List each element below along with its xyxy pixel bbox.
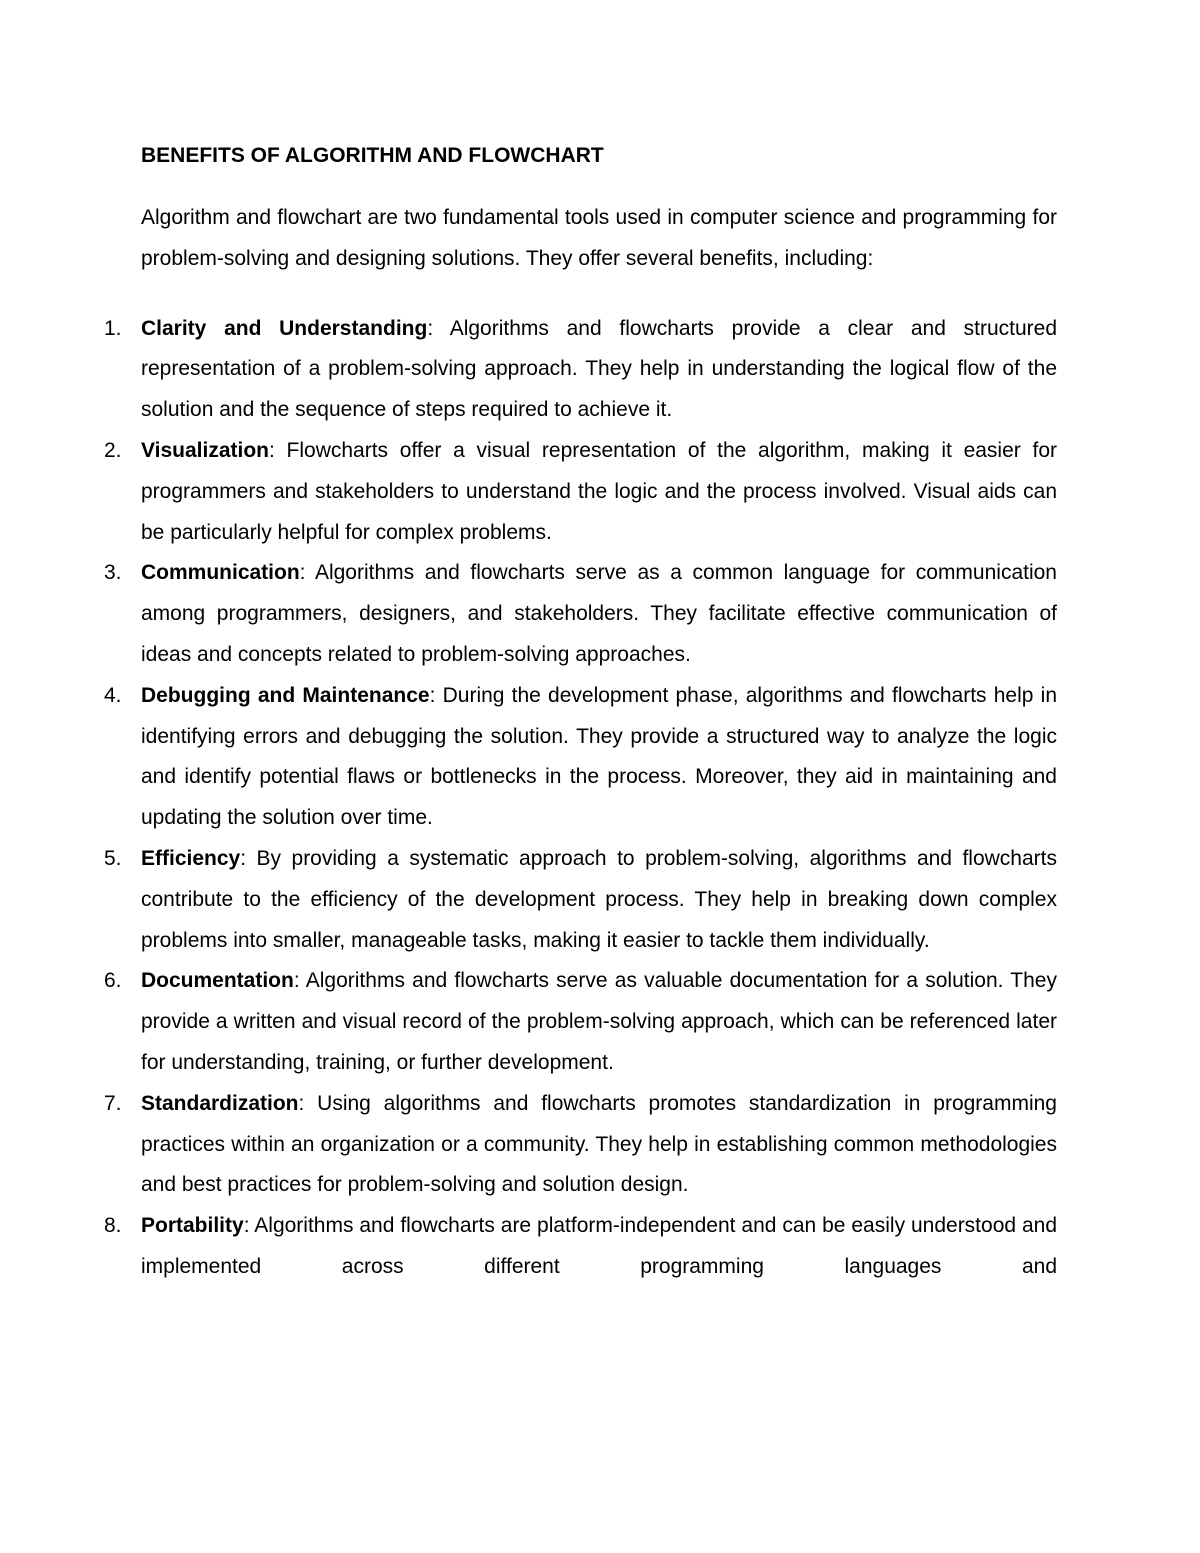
list-number: 1. bbox=[104, 316, 122, 340]
list-number: 2. bbox=[104, 438, 122, 462]
list-number: 5. bbox=[104, 846, 122, 870]
benefit-description: : Using algorithms and flowcharts promotes standardization in programming practices within an organization or a community. They help in establishing common methodologies and best practices for problem-solving and solution design. bbox=[141, 1091, 1057, 1197]
list-item-communication bbox=[104, 553, 1057, 675]
benefit-description: : Algorithms and flowcharts serve as valuable documentation for a solution. They provide a written and visual record of the problem-solving approach, which can be referenced later for understanding, training, or further development. bbox=[141, 969, 1057, 1074]
benefits-list bbox=[104, 309, 1057, 1288]
list-number: 4. bbox=[104, 683, 122, 707]
list-item-documentation bbox=[104, 961, 1057, 1083]
benefit-description: : Algorithms and flowcharts are platform-independent and can be easily understood and implemented across different programming languages and bbox=[141, 1214, 1057, 1278]
benefit-term: Documentation bbox=[141, 969, 294, 993]
list-number: 7. bbox=[104, 1091, 122, 1115]
benefit-description: : By providing a systematic approach to problem-solving, algorithms and flowcharts contribute to the efficiency of the development process. They help in breaking down complex problems into smaller, manageable tasks, making it easier to tackle them individually. bbox=[141, 846, 1057, 952]
list-item-standardization bbox=[104, 1084, 1057, 1206]
benefit-description: : During the development phase, algorithms and flowcharts help in identifying errors and debugging the solution. They provide a structured way to analyze the logic and identify potential flaws or bottlenecks in the process. Moreover, they aid in maintaining and updating the solution over time. bbox=[141, 683, 1057, 830]
benefit-description: : Algorithms and flowcharts serve as a common language for communication among programmers, designers, and stakeholders. They facilitate effective communication of ideas and concepts related to problem-solving approaches. bbox=[141, 561, 1057, 666]
list-item-debugging bbox=[104, 676, 1057, 839]
benefit-term: Efficiency bbox=[141, 846, 241, 870]
list-number: 8. bbox=[104, 1214, 122, 1238]
list-item-clarity bbox=[104, 309, 1057, 431]
benefit-term: Debugging and Maintenance bbox=[141, 683, 430, 707]
benefit-term: Standardization bbox=[141, 1091, 299, 1115]
list-number: 6. bbox=[104, 969, 122, 993]
benefit-term: Communication bbox=[141, 561, 300, 585]
document-title: BENEFITS OF ALGORITHM AND FLOWCHART bbox=[141, 144, 604, 167]
list-number: 3. bbox=[104, 561, 122, 585]
benefit-description: : Algorithms and flowcharts provide a clear and structured representation of a problem-solving approach. They help in understanding the logical flow of the solution and the sequence of steps required to achieve it. bbox=[141, 316, 1057, 422]
intro-paragraph: Algorithm and flowchart are two fundamental tools used in computer science and programming for problem-solving and designing solutions. They offer several benefits, including: bbox=[141, 206, 1057, 270]
benefit-term: Visualization bbox=[141, 438, 269, 462]
list-item-visualization bbox=[104, 431, 1057, 553]
benefit-term: Portability bbox=[141, 1214, 244, 1238]
document-body bbox=[104, 140, 1057, 1288]
benefit-description: : Flowcharts offer a visual representation of the algorithm, making it easier for programmers and stakeholders to understand the logic and the process involved. Visual aids can be particularly helpful for complex problems. bbox=[141, 438, 1057, 544]
list-item-efficiency bbox=[104, 839, 1057, 961]
benefit-term: Clarity and Understanding bbox=[141, 316, 428, 340]
list-item-portability bbox=[104, 1206, 1057, 1288]
